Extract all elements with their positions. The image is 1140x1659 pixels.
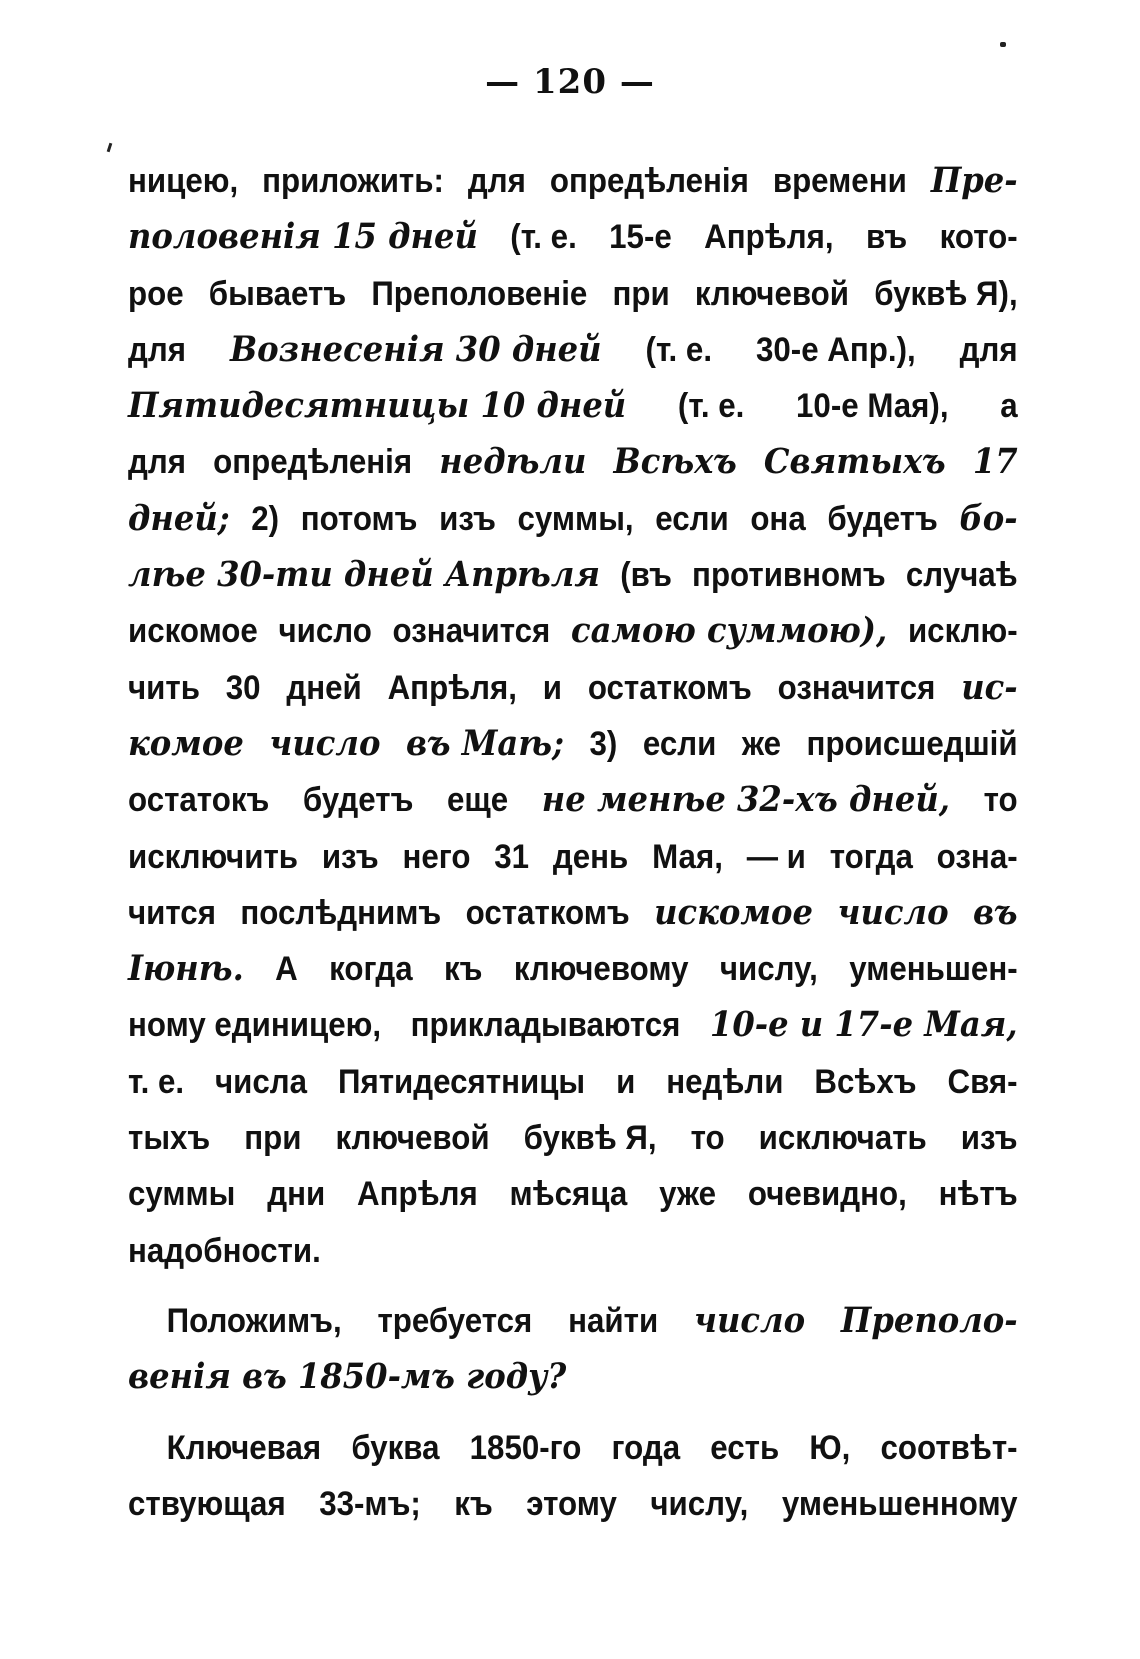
word: Апрѣля,	[387, 668, 517, 707]
word: (т. е.	[645, 330, 713, 369]
text-line	[128, 1054, 1018, 1110]
word: уменьшен-	[849, 950, 1018, 989]
italic-word: Іюнѣ.	[128, 948, 244, 990]
word: остаткомъ	[587, 668, 752, 707]
italic-word: лѣе 30-ти дней Апрѣля	[128, 554, 601, 596]
italic-word: самою суммою),	[570, 610, 888, 652]
italic-word: число	[694, 1299, 806, 1341]
word: 2)	[251, 499, 280, 538]
italic-word: 17	[972, 441, 1018, 483]
text-line	[128, 434, 1018, 490]
word: искомое	[128, 612, 258, 651]
word: года	[611, 1428, 681, 1467]
word: Преполовеніе	[371, 274, 588, 313]
word: для	[128, 443, 186, 482]
word: послѣднимъ	[240, 893, 442, 932]
word: А	[275, 950, 298, 989]
word: происшедшій	[806, 724, 1018, 763]
italic-word: недѣли	[439, 441, 587, 483]
italic-word: дней;	[128, 497, 230, 539]
paragraph-gap	[128, 1406, 1018, 1420]
word: будетъ	[827, 499, 938, 538]
word: уменьшенному	[781, 1484, 1018, 1523]
italic-word: число	[837, 891, 949, 933]
word: чить	[128, 668, 200, 707]
text-line	[128, 829, 1018, 885]
word: буквѣ Я,	[523, 1119, 657, 1158]
word: этому	[526, 1484, 617, 1523]
word: (т. е.	[510, 218, 577, 257]
italic-word: Пре-	[930, 160, 1018, 201]
text-line	[128, 1223, 1018, 1279]
text-line	[128, 941, 1018, 997]
word: исклю-	[907, 612, 1018, 651]
italic-word: не менѣе 32-хъ дней,	[541, 779, 950, 821]
text-line	[128, 209, 1018, 265]
italic-word: Пятидесятницы 10 дней	[128, 385, 627, 427]
word: Пятидесятницы	[337, 1062, 586, 1101]
word: если	[655, 499, 729, 538]
body-text	[128, 153, 1018, 1532]
word: для	[959, 330, 1018, 369]
page-number: — 120 —	[485, 62, 655, 102]
word: суммы	[128, 1175, 236, 1214]
italic-word: въ Маѣ;	[405, 722, 564, 764]
text-line	[128, 772, 1018, 828]
text-line	[128, 1476, 1018, 1532]
word: остаткомъ	[465, 893, 630, 932]
word: бываетъ	[208, 274, 347, 313]
word: Положимъ,	[166, 1301, 342, 1340]
word: Апрѣля	[357, 1175, 478, 1214]
word: къ	[443, 950, 483, 989]
word: (въ	[620, 556, 672, 595]
word: ключевому	[513, 950, 689, 989]
word: числу,	[719, 950, 818, 989]
word: опредѣленія	[213, 443, 413, 482]
italic-word: венія въ 1850-мъ году?	[128, 1356, 567, 1398]
text-line	[128, 491, 1018, 547]
word: нѣтъ	[938, 1175, 1018, 1214]
word: ключевой	[335, 1119, 490, 1158]
word: при	[612, 274, 670, 313]
word: день	[552, 837, 629, 876]
word: очевидно,	[747, 1175, 907, 1214]
text-line	[128, 1166, 1018, 1222]
word: дней	[286, 668, 362, 707]
word: она	[750, 499, 806, 538]
text-line	[128, 547, 1018, 603]
word: соотвѣт-	[880, 1428, 1018, 1467]
word: остатокъ	[128, 781, 270, 820]
italic-word: Всѣхъ	[613, 441, 737, 483]
word: кото-	[939, 218, 1018, 257]
word: буква	[351, 1428, 440, 1467]
text-line	[128, 378, 1018, 434]
word: буквѣ Я),	[874, 274, 1018, 313]
text-line	[128, 997, 1018, 1053]
text-line	[128, 1349, 1018, 1405]
word: исключить	[128, 837, 298, 876]
word: въ	[865, 218, 908, 257]
word: озна-	[936, 837, 1018, 876]
word: ному единицею,	[128, 1006, 382, 1045]
word: означится	[777, 668, 936, 707]
word: а	[1000, 387, 1018, 426]
italic-word: Святыхъ	[763, 441, 946, 483]
word: 15-е	[609, 218, 672, 257]
word: 30	[225, 668, 261, 707]
word: недѣли	[666, 1062, 784, 1101]
word: число	[278, 612, 372, 651]
word: то	[983, 781, 1018, 820]
word: для	[467, 162, 526, 200]
word: ствующая	[128, 1484, 286, 1523]
text-line	[128, 716, 1018, 772]
italic-word: бо-	[959, 497, 1018, 539]
word: если	[642, 724, 717, 763]
italic-word: Преполо-	[840, 1299, 1018, 1341]
word: времени	[772, 162, 907, 200]
italic-word: ис-	[961, 666, 1018, 708]
word: тогда	[829, 837, 913, 876]
italic-word: половенія 15 дней	[128, 216, 478, 258]
word: Всѣхъ	[814, 1062, 917, 1101]
word: 30-е Апр.),	[755, 330, 916, 369]
word: ницею,	[128, 162, 239, 200]
word: 31	[494, 837, 530, 876]
italic-word: комое	[128, 722, 244, 764]
word: рое	[128, 274, 184, 313]
word: числу,	[650, 1484, 749, 1523]
word: означится	[392, 612, 551, 651]
italic-word: искомое	[654, 891, 813, 933]
word: Ю,	[809, 1428, 851, 1467]
word: мѣсяца	[509, 1175, 628, 1214]
word: 10-е Мая),	[796, 387, 949, 426]
italic-word: число	[269, 722, 381, 764]
word: когда	[329, 950, 413, 989]
text-line	[128, 603, 1018, 659]
word: для	[128, 330, 186, 369]
word: и	[616, 1062, 636, 1101]
word: исключать	[758, 1119, 927, 1158]
word: дни	[267, 1175, 326, 1214]
word: 3)	[589, 724, 618, 763]
word: изъ	[439, 499, 496, 538]
word: чится	[128, 893, 216, 932]
paragraph-gap	[128, 1279, 1018, 1293]
text-line	[128, 1293, 1018, 1349]
word: есть	[710, 1428, 780, 1467]
word: Мая,	[652, 837, 723, 876]
word: найти	[568, 1301, 659, 1340]
word: ключевой	[694, 274, 850, 313]
text-line	[128, 885, 1018, 941]
word: надобности.	[128, 1231, 321, 1270]
word: же	[741, 724, 782, 763]
word: 1850-го	[469, 1428, 582, 1467]
word: изъ	[321, 837, 379, 876]
word: потомъ	[300, 499, 418, 538]
word: — и	[746, 837, 806, 876]
text-line	[128, 1110, 1018, 1166]
word: требуется	[377, 1301, 533, 1340]
word: суммы,	[517, 499, 634, 538]
word: приложить:	[262, 162, 444, 200]
word: при	[244, 1119, 302, 1158]
word: Ключевая	[166, 1428, 322, 1467]
print-speck	[1000, 42, 1006, 47]
print-speck	[107, 143, 113, 152]
italic-word: Вознесенія 30 дней	[229, 328, 602, 370]
word: 33-мъ;	[319, 1484, 421, 1523]
text-line	[128, 266, 1018, 322]
text-line	[128, 1420, 1018, 1476]
italic-word: 10-е и 17-е Мая,	[709, 1004, 1018, 1046]
word: т. е.	[128, 1062, 185, 1101]
word: Апрѣля,	[704, 218, 834, 257]
word: тыхъ	[128, 1119, 211, 1158]
word: то	[690, 1119, 725, 1158]
word: и	[542, 668, 563, 707]
word: случаѣ	[905, 556, 1018, 595]
text-line	[128, 660, 1018, 716]
word: Свя-	[947, 1062, 1018, 1101]
word: изъ	[960, 1119, 1018, 1158]
text-line	[128, 153, 1018, 209]
word: къ	[454, 1484, 493, 1523]
word: опредѣленія	[549, 162, 749, 200]
word: числа	[214, 1062, 308, 1101]
word: него	[402, 837, 471, 876]
word: противномъ	[692, 556, 886, 595]
word: будетъ	[302, 781, 414, 820]
text-line	[128, 322, 1018, 378]
word: прикладываются	[410, 1006, 681, 1045]
word: (т. е.	[677, 387, 745, 426]
word: еще	[446, 781, 509, 820]
italic-word: въ	[973, 891, 1018, 933]
word: уже	[659, 1175, 717, 1214]
